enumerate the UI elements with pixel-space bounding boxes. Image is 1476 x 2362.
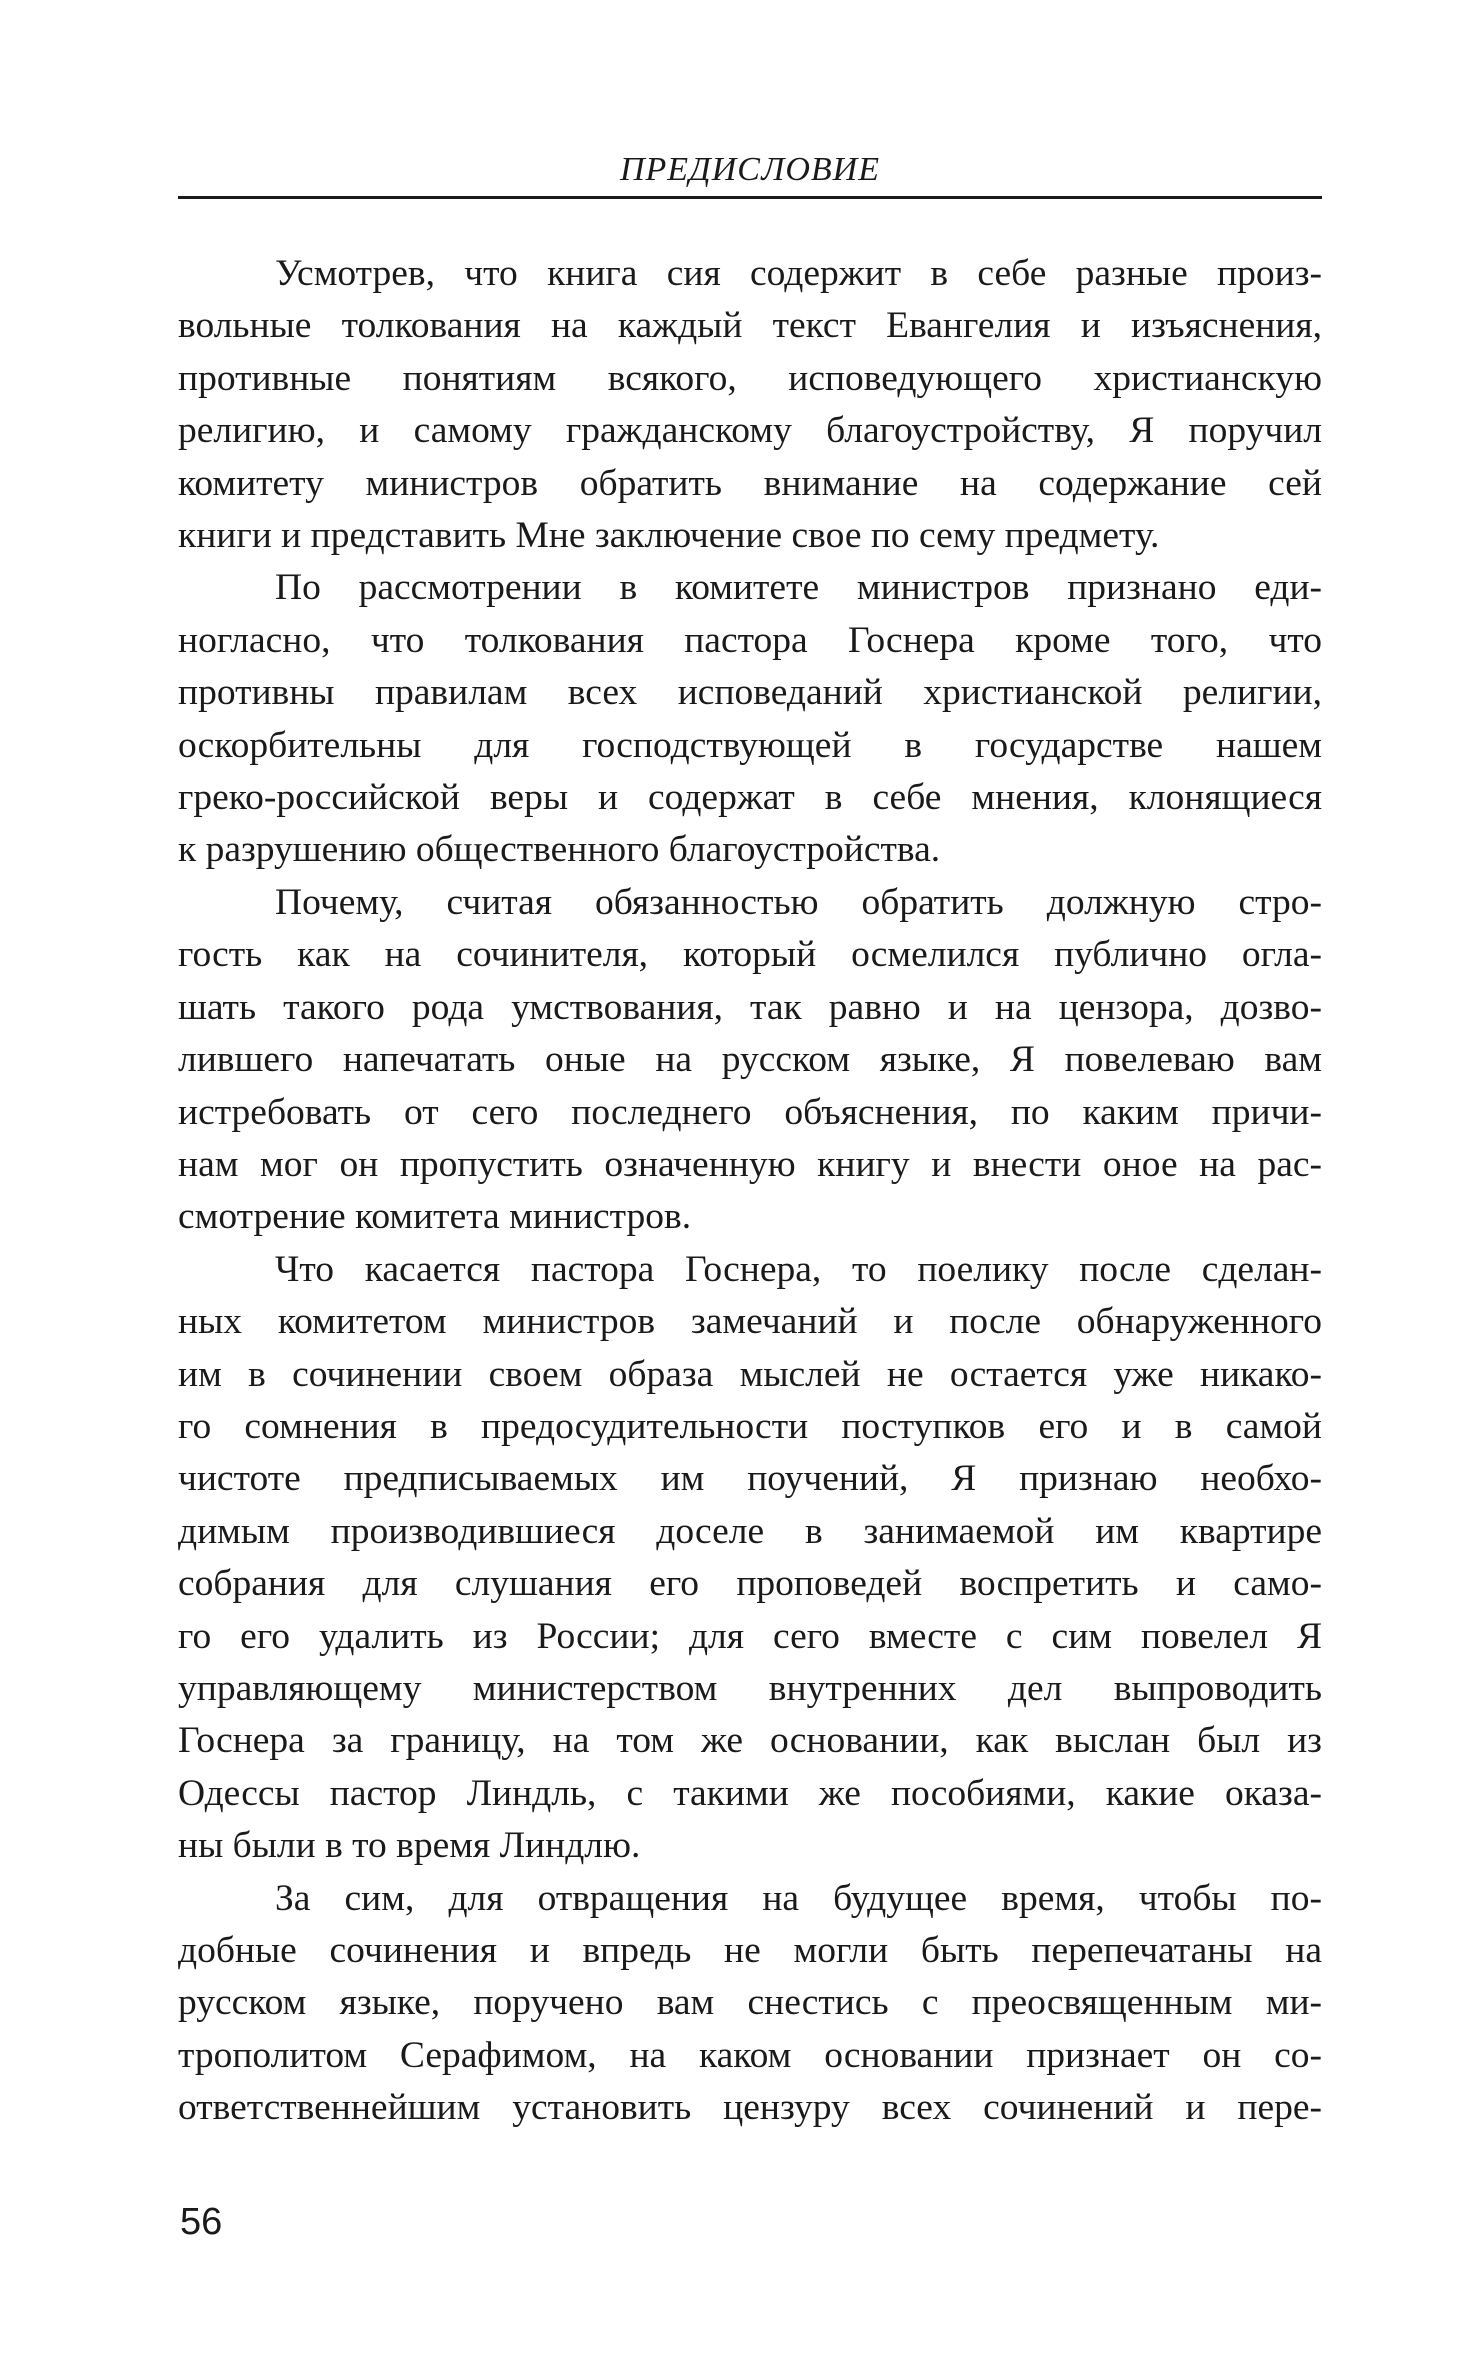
text-line: религию, и самому гражданскому благоустройству, Я поручил	[178, 410, 1322, 452]
text-line: оскорбительны для господствующей в государстве нашем	[178, 724, 1322, 766]
text-line: ны были в то время Линдлю.	[178, 1825, 641, 1867]
text-line: За сим, для отвращения на будущее время, чтобы по-	[275, 1877, 1322, 1919]
paragraph	[178, 877, 1322, 1244]
text-line: нам мог он пропустить означенную книгу и внести оное на рас-	[178, 1143, 1322, 1185]
paragraph	[178, 248, 1322, 562]
text-line: истребовать от сего последнего объяснения, по каким причи-	[178, 1091, 1322, 1133]
text-line: димым производившиеся доселе в занимаемой им квартире	[178, 1510, 1322, 1552]
text-line: им в сочинении своем образа мыслей не остается уже никако-	[178, 1353, 1322, 1395]
text-line: го его удалить из России; для сего вместе с сим повелел Я	[178, 1615, 1322, 1657]
text-line: Почему, считая обязанностью обратить должную стро-	[275, 881, 1322, 923]
text-line: к разрушению общественного благоустройства.	[178, 829, 941, 871]
text-line: книги и представить Мне заключение свое по сему предмету.	[178, 515, 1160, 557]
text-line: противны правилам всех исповеданий христианской религии,	[178, 672, 1322, 714]
text-line: комитету министров обратить внимание на содержание сей	[178, 462, 1322, 504]
text-line: собрания для слушания его проповедей воспретить и само-	[178, 1563, 1322, 1605]
text-line: добные сочинения и впредь не могли быть перепечатаны на	[178, 1930, 1322, 1971]
text-line: смотрение комитета министров.	[178, 1196, 692, 1238]
text-line: лившего напечатать оные на русском языке, Я повелеваю вам	[178, 1039, 1322, 1081]
text-line: шать такого рода умствования, так равно и на цензора, дозво-	[178, 986, 1322, 1028]
text-line: гость как на сочинителя, который осмелился публично огла-	[178, 934, 1322, 976]
text-line: Госнера за границу, на том же основании, как выслан был из	[178, 1720, 1322, 1762]
text-line: Усмотрев, что книга сия содержит в себе разные произ-	[275, 253, 1322, 294]
text-line: трополитом Серафимом, на каком основании признает он со-	[178, 2034, 1322, 2076]
text-line: чистоте предписываемых им поучений, Я признаю необхо-	[178, 1458, 1322, 1500]
paragraph	[178, 1873, 1322, 2135]
text-line: ногласно, что толкования пастора Госнера кроме того, что	[178, 619, 1322, 661]
text-line: По рассмотрении в комитете министров признано еди-	[275, 567, 1322, 609]
text-line: вольные толкования на каждый текст Евангелия и изъяснения,	[178, 305, 1322, 347]
text-line: греко-российской веры и содержат в себе мнения, клонящиеся	[178, 777, 1322, 819]
body-text	[178, 248, 1322, 2135]
text-line: Одессы пастор Линдль, с такими же пособиями, какие оказа-	[178, 1772, 1322, 1814]
text-line: го сомнения в предосудительности поступков его и в самой	[178, 1405, 1322, 1447]
text-line: ных комитетом министров замечаний и после обнаруженного	[178, 1301, 1322, 1343]
text-line: Что касается пастора Госнера, то поелику после сделан-	[275, 1248, 1322, 1290]
page-number: 56	[180, 2201, 223, 2243]
text-line: русском языке, поручено вам снестись с преосвященным ми-	[178, 1982, 1322, 2024]
text-line: ответственнейшим установить цензуру всех сочинений и пере-	[178, 2087, 1322, 2129]
running-head: ПРЕДИСЛОВИЕ	[178, 150, 1322, 199]
text-line: управляющему министерством внутренних дел выпроводить	[178, 1667, 1322, 1709]
paragraph	[178, 1244, 1322, 1873]
paragraph	[178, 562, 1322, 876]
text-line: противные понятиям всякого, исповедующего христианскую	[178, 357, 1322, 399]
